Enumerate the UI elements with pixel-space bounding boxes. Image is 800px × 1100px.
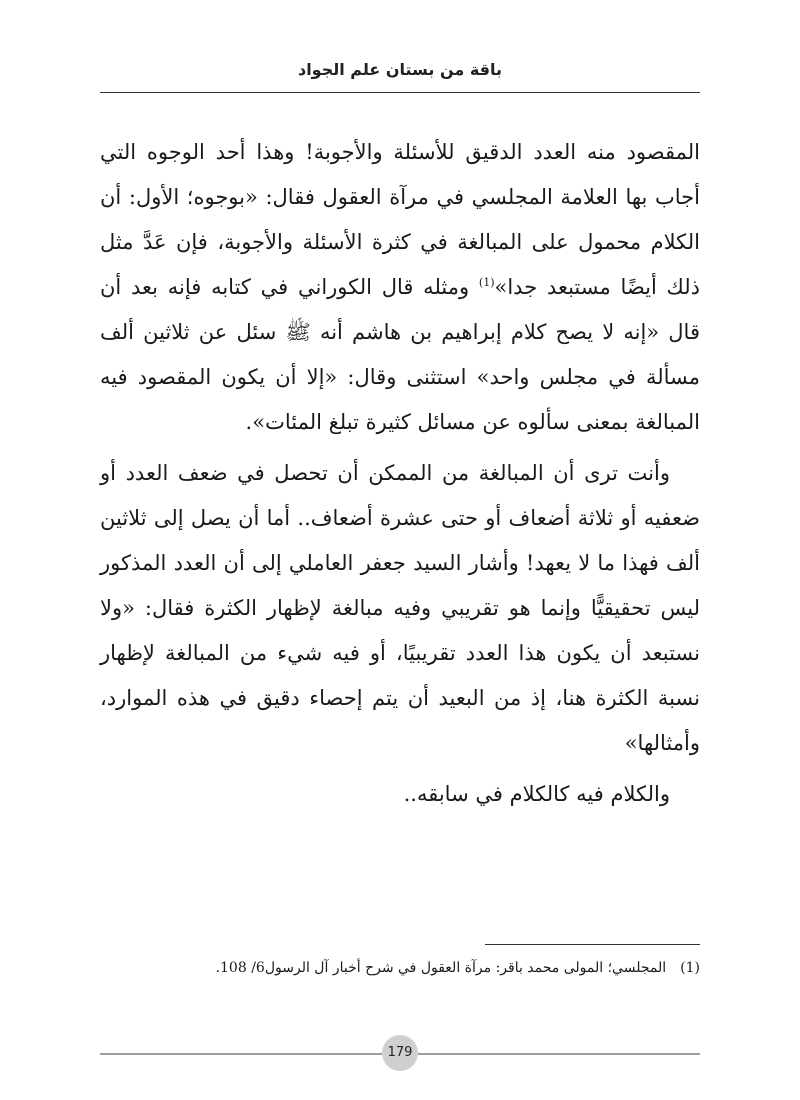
footnote <box>100 958 700 978</box>
paragraph-3: والكلام فيه كالكلام في سابقه.. <box>403 782 670 806</box>
paragraph-1 <box>100 130 700 445</box>
footnote-reference[interactable]: (1) <box>478 276 495 289</box>
page-number-rule-right <box>418 1053 700 1055</box>
page-number-rule-left <box>100 1053 382 1055</box>
paragraph-2: وأنت ترى أن المبالغة من الممكن أن تحصل في ضعف العدد أو ضعفيه أو ثلاثة أضعاف أو حتى عشرة أضعاف.. أما أن يصل إلى ثلاثين ألف فهذا ما لا يعهد! وأشار السيد جعفر العاملي إلى أن العدد المذكور ليس تحقيقيًّا وإنما هو تقريبي وفيه مبالغة لإظهار الكثرة فقال: «ولا نستبعد أن يكون هذا العدد تقريبيًا، أو فيه شيء من المبالغة لإظهار نسبة الكثرة هنا، إذ من البعيد أن يتم إحصاء دقيق في هذه الموارد، وأمثالها» <box>100 461 700 755</box>
running-header-title: باقة من بستان علم الجواد <box>297 60 503 79</box>
page-number: 179 <box>382 1035 418 1071</box>
footnote-divider <box>485 944 700 945</box>
main-text <box>100 130 700 817</box>
footnote-text: المجلسي؛ المولى محمد باقر: مرآة العقول في شرح أخبار آل الرسول6/ 108. <box>215 960 667 976</box>
paragraph-1-text-b: ومثله قال الكوراني في كتابه فإنه بعد أن قال «إنه لا يصح كلام إبراهيم بن هاشم أنه ﷺ سئل عن ثلاثين ألف مسألة في مجلس واحد» استثنى وقال: «إلا أن يكون المقصود فيه المبالغة بمعنى سألوه عن مسائل كثيرة تبلغ المئات». <box>100 275 700 434</box>
paragraph-1-text-a: المقصود منه العدد الدقيق للأسئلة والأجوبة! وهذا أحد الوجوه التي أجاب بها العلامة المجلسي في مرآة العقول فقال: «بوجوه؛ الأول: أن الكلام محمول على المبالغة في كثرة الأسئلة والأجوبة، فإن عَدَّ مثل ذلك أيضًا مستبعد جدا» <box>100 140 700 299</box>
header-divider <box>100 92 700 93</box>
footnote-number: (1) <box>680 960 700 976</box>
